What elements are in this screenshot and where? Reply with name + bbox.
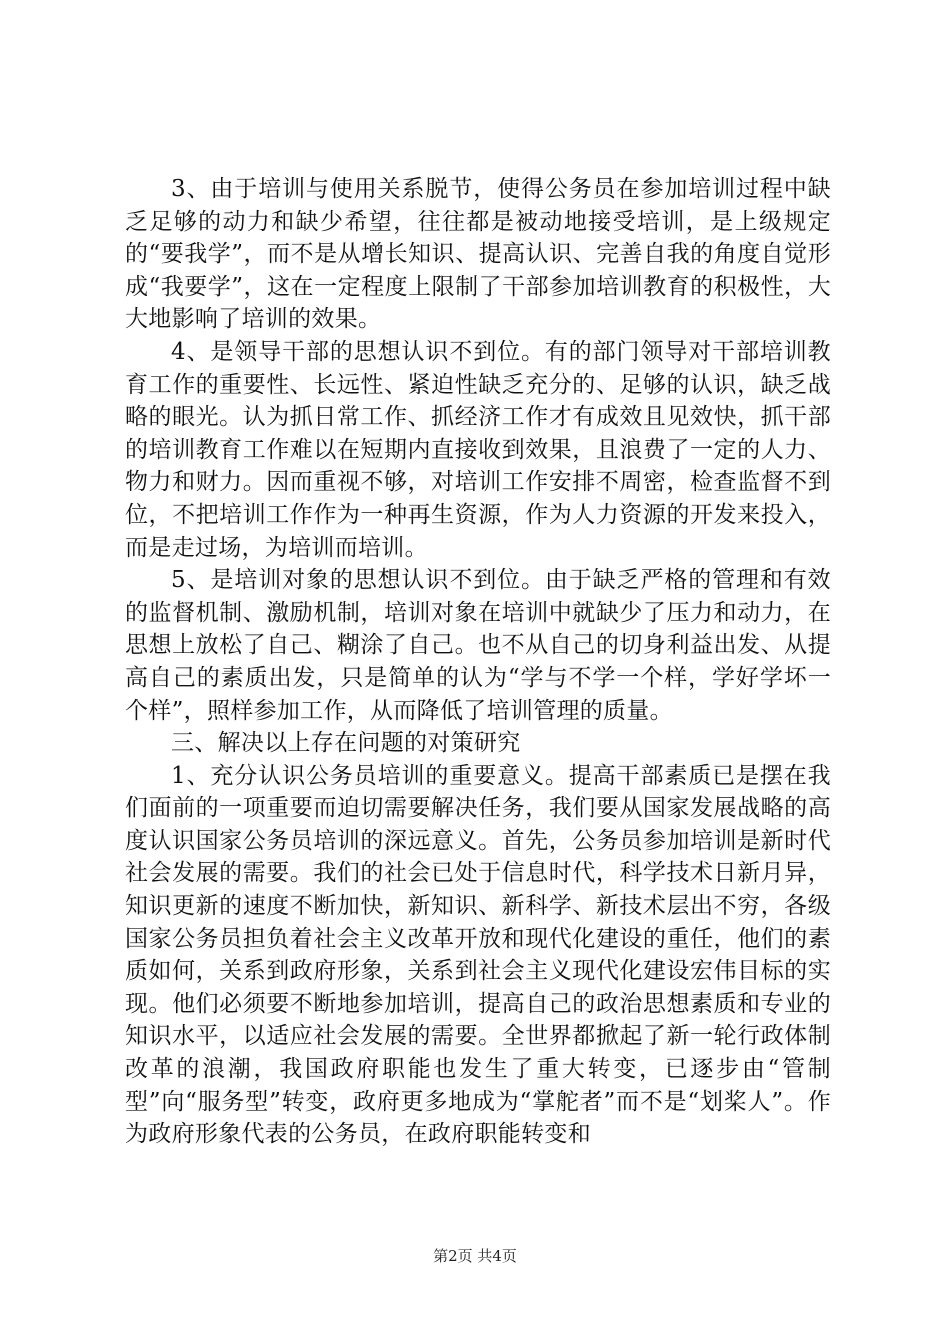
section-heading: 三、解决以上存在问题的对策研究 (171, 730, 521, 757)
page-footer: 第2页 共4页 (433, 1247, 517, 1265)
paragraph-point-5: 5、是培训对象的思想认识不到位。由于缺乏严格的管理和有效的监督机制、激励机制，培训对象在培训中就缺少了压力和动力，在思想上放松了自己、糊涂了自己。也不从自己的切身利益出发、从提高自己的素质出发，只是简单的认为“学与不学一个样，学好学坏一个样”，照样参加工作，从而降低了培训管理的质量。 (125, 567, 831, 724)
paragraph-countermeasure-1: 1、充分认识公务员培训的重要意义。提高干部素质已是摆在我们面前的一项重要而迫切需要解决任务，我们要从国家发展战略的高度认识国家公务员培训的深远意义。首先，公务员参加培训是新时代社会发展的需要。我们的社会已处于信息时代，科学技术日新月异，知识更新的速度不断加快，新知识、新科学、新技术层出不穷，各级国家公务员担负着社会主义改革开放和现代化建设的重任，他们的素质如何，关系到政府形象，关系到社会主义现代化建设宏伟目标的实现。他们必须要不断地参加培训，提高自己的政治思想素质和专业的知识水平，以适应社会发展的需要。全世界都掀起了新一轮行政体制改革的浪潮，我国政府职能也发生了重大转变，已逐步由“管制型”向“服务型”转变，政府更多地成为“掌舵者”而不是“划桨人”。作为政府形象代表的公务员，在政府职能转变和 (125, 762, 831, 1148)
document-body (125, 173, 831, 1151)
paragraph-point-4: 4、是领导干部的思想认识不到位。有的部门领导对干部培训教育工作的重要性、长远性、紧迫性缺乏充分的、足够的认识，缺乏战略的眼光。认为抓日常工作、抓经济工作才有成效且见效快，抓干部的培训教育工作难以在短期内直接收到效果，且浪费了一定的人力、物力和财力。因而重视不够，对培训工作安排不周密，检查监督不到位，不把培训工作作为一种再生资源，作为人力资源的开发来投入，而是走过场，为培训而培训。 (125, 338, 831, 561)
paragraph-point-3: 3、由于培训与使用关系脱节，使得公务员在参加培训过程中缺乏足够的动力和缺少希望，往往都是被动地接受培训，是上级规定的“要我学”，而不是从增长知识、提高认识、完善自我的角度自觉形成“我要学”，这在一定程度上限制了干部参加培训教育的积极性，大大地影响了培训的效果。 (125, 176, 831, 333)
